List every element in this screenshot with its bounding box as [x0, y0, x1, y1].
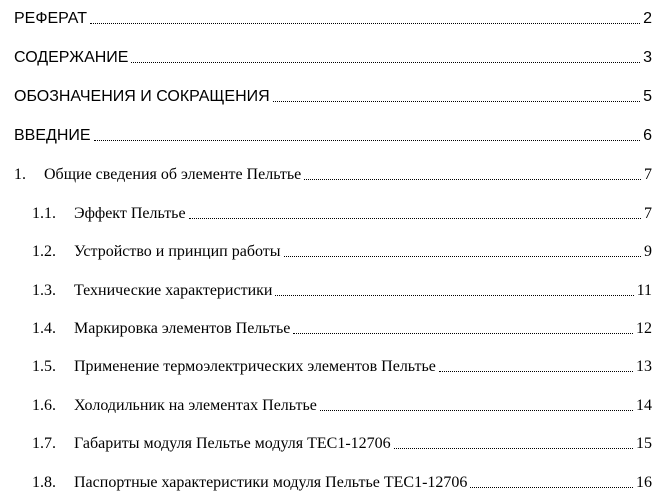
toc-entry-number: 1.3. [32, 282, 56, 299]
dot-leader [189, 218, 641, 219]
toc-entry-number: 1.2. [32, 243, 56, 260]
toc-entry-number: 1.4. [32, 320, 56, 337]
dot-leader [304, 179, 641, 180]
dot-leader [90, 23, 640, 24]
toc-entry-page: 9 [644, 243, 652, 260]
toc-entry-title: Эффект Пельтье [74, 205, 186, 222]
toc-entry-title: Общие сведения об элементе Пельтье [44, 166, 302, 183]
toc-entry-section-1-8[interactable] [32, 474, 652, 492]
toc-entry-number: 1.1. [32, 205, 56, 222]
toc-entry-page: 6 [643, 127, 652, 144]
toc-entry-page: 11 [636, 282, 652, 299]
toc-entry-page: 14 [636, 397, 652, 414]
toc-entry-title: Технические характеристики [74, 282, 273, 299]
dot-leader [470, 487, 633, 488]
toc-entry-title: СОДЕРЖАНИЕ [14, 49, 129, 66]
toc-entry-section-1-2[interactable] [32, 243, 652, 261]
toc-entry-abstract[interactable] [14, 10, 652, 28]
toc-entry-number: 1.7. [32, 435, 56, 452]
dot-leader [94, 140, 641, 141]
toc-entry-section-1-5[interactable] [32, 358, 652, 376]
toc-entry-page: 7 [644, 166, 652, 183]
toc-entry-title: Маркировка элементов Пельтье [74, 320, 291, 337]
toc-entry-page: 12 [636, 320, 652, 337]
toc-entry-abbreviations[interactable] [14, 88, 652, 106]
toc-entry-title: Габариты модуля Пельтье модуля TEC1-12706 [74, 435, 391, 452]
toc-entry-title: Устройство и принцип работы [74, 243, 281, 260]
dot-leader [284, 256, 641, 257]
dot-leader [275, 295, 633, 296]
toc-entry-page: 7 [644, 205, 652, 222]
toc-entry-page: 2 [643, 10, 652, 27]
dot-leader [394, 448, 633, 449]
toc-entry-number: 1.6. [32, 397, 56, 414]
dot-leader [131, 62, 640, 63]
dot-leader [320, 410, 633, 411]
toc-entry-contents[interactable] [14, 49, 652, 67]
toc-entry-title: ОБОЗНАЧЕНИЯ И СОКРАЩЕНИЯ [14, 88, 270, 105]
dot-leader [293, 333, 633, 334]
toc-entry-number: 1.5. [32, 358, 56, 375]
toc-entry-section-1[interactable] [14, 166, 652, 184]
toc-entry-page: 15 [636, 435, 652, 452]
dot-leader [273, 101, 640, 102]
toc-entry-title: Паспортные характеристики модуля Пельтье TEC1-12706 [74, 474, 468, 491]
dot-leader [439, 371, 633, 372]
toc-entry-title: Применение термоэлектрических элементов Пельтье [74, 358, 436, 375]
toc-entry-page: 3 [643, 49, 652, 66]
toc-entry-introduction[interactable] [14, 127, 652, 145]
toc-entry-section-1-1[interactable] [32, 205, 652, 223]
toc-entry-title: Холодильник на элементах Пельтье [74, 397, 317, 414]
toc-entry-title: РЕФЕРАТ [14, 10, 87, 27]
toc-entry-number: 1.8. [32, 474, 56, 491]
toc-entry-section-1-4[interactable] [32, 320, 652, 338]
toc-entry-number: 1. [14, 166, 26, 183]
toc-entry-page: 5 [643, 88, 652, 105]
toc-entry-section-1-3[interactable] [32, 282, 652, 300]
toc-entry-section-1-6[interactable] [32, 397, 652, 415]
toc-entry-title: ВВЕДНИЕ [14, 127, 91, 144]
toc-entry-section-1-7[interactable] [32, 435, 652, 453]
toc-entry-page: 13 [636, 358, 652, 375]
toc-entry-page: 16 [636, 474, 652, 491]
